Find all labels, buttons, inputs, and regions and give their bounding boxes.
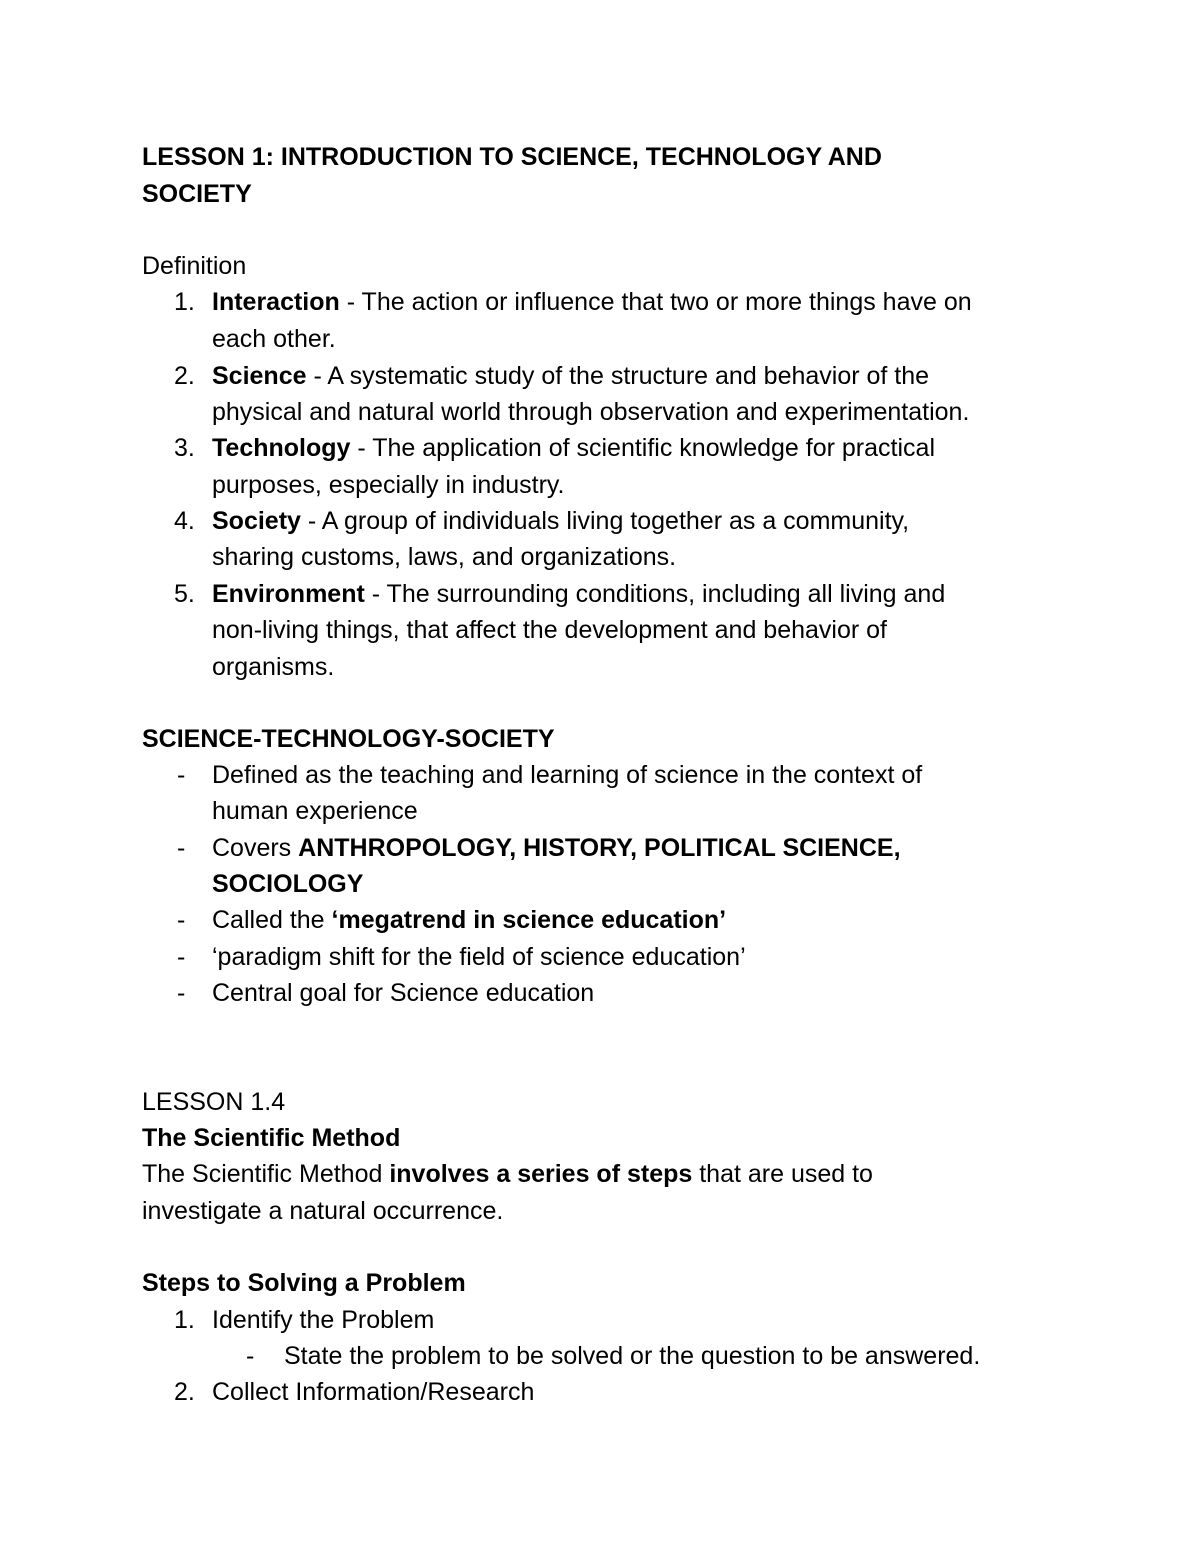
section-heading: The Scientific Method <box>142 1124 401 1152</box>
definition-heading: Definition <box>142 252 247 280</box>
paragraph-line: investigate a natural occurrence. <box>142 1197 504 1225</box>
paragraph-prefix: The Scientific Method <box>142 1160 390 1188</box>
bullet-dash: - <box>177 979 186 1007</box>
steps-heading: Steps to Solving a Problem <box>142 1269 466 1297</box>
paragraph-bold: involves a series of steps <box>389 1160 693 1188</box>
bullet-dash: - <box>177 761 186 789</box>
bullet-prefix: Covers <box>212 834 299 862</box>
list-number: 1. <box>174 288 195 316</box>
list-item <box>212 503 909 539</box>
list-item <box>212 358 929 394</box>
bullet-item: Defined as the teaching and learning of science in the context of <box>212 761 923 789</box>
term: Technology <box>212 434 351 462</box>
definition-continuation: organisms. <box>212 653 335 681</box>
bullet-dash: - <box>177 834 186 862</box>
list-item <box>212 576 945 612</box>
list-item <box>212 430 935 466</box>
definition-continuation: sharing customs, laws, and organizations. <box>212 543 677 571</box>
definition-text: - The application of scientific knowledge for practical <box>350 434 935 462</box>
definition-text: - A group of individuals living together as a community, <box>300 507 910 535</box>
paragraph-suffix: that are used to <box>692 1160 873 1188</box>
term: Society <box>212 507 301 535</box>
step-subitem: State the problem to be solved or the question to be answered. <box>284 1342 981 1370</box>
term: Interaction <box>212 288 340 316</box>
list-number: 1. <box>174 1306 195 1334</box>
term: Science <box>212 362 307 390</box>
bullet-item: Central goal for Science education <box>212 979 595 1007</box>
definition-continuation: non-living things, that affect the development and behavior of <box>212 616 887 644</box>
bullet-dash: - <box>177 906 186 934</box>
bullet-continuation: SOCIOLOGY <box>212 870 364 898</box>
step-item: Collect Information/Research <box>212 1378 535 1406</box>
bullet-item <box>212 830 901 866</box>
sts-heading: SCIENCE-TECHNOLOGY-SOCIETY <box>142 725 555 753</box>
lesson-title-line2: SOCIETY <box>142 180 252 208</box>
bullet-continuation: human experience <box>212 797 418 825</box>
definition-continuation: physical and natural world through observation and experimentation. <box>212 398 970 426</box>
definition-continuation: purposes, especially in industry. <box>212 471 565 499</box>
definition-text: - The surrounding conditions, including all living and <box>364 580 946 608</box>
bullet-bold: ANTHROPOLOGY, HISTORY, POLITICAL SCIENCE, <box>298 834 901 862</box>
bullet-dash: - <box>246 1342 255 1370</box>
bullet-item <box>212 902 726 938</box>
definition-text: - A systematic study of the structure and behavior of the <box>306 362 930 390</box>
list-number: 4. <box>174 507 195 535</box>
step-item: Identify the Problem <box>212 1306 435 1334</box>
definition-continuation: each other. <box>212 325 336 353</box>
paragraph-line <box>142 1156 873 1192</box>
bullet-bold: ‘megatrend in science education’ <box>331 906 727 934</box>
list-number: 3. <box>174 434 195 462</box>
bullet-dash: - <box>177 943 186 971</box>
definition-text: - The action or influence that two or more things have on <box>339 288 972 316</box>
list-number: 5. <box>174 580 195 608</box>
lesson-label: LESSON 1.4 <box>142 1088 286 1116</box>
list-number: 2. <box>174 1378 195 1406</box>
list-number: 2. <box>174 362 195 390</box>
term: Environment <box>212 580 365 608</box>
bullet-item: ‘paradigm shift for the field of science education’ <box>212 943 746 971</box>
list-item <box>212 284 972 320</box>
bullet-prefix: Called the <box>212 906 332 934</box>
lesson-title-line1: LESSON 1: INTRODUCTION TO SCIENCE, TECHNOLOGY AND <box>142 143 882 171</box>
